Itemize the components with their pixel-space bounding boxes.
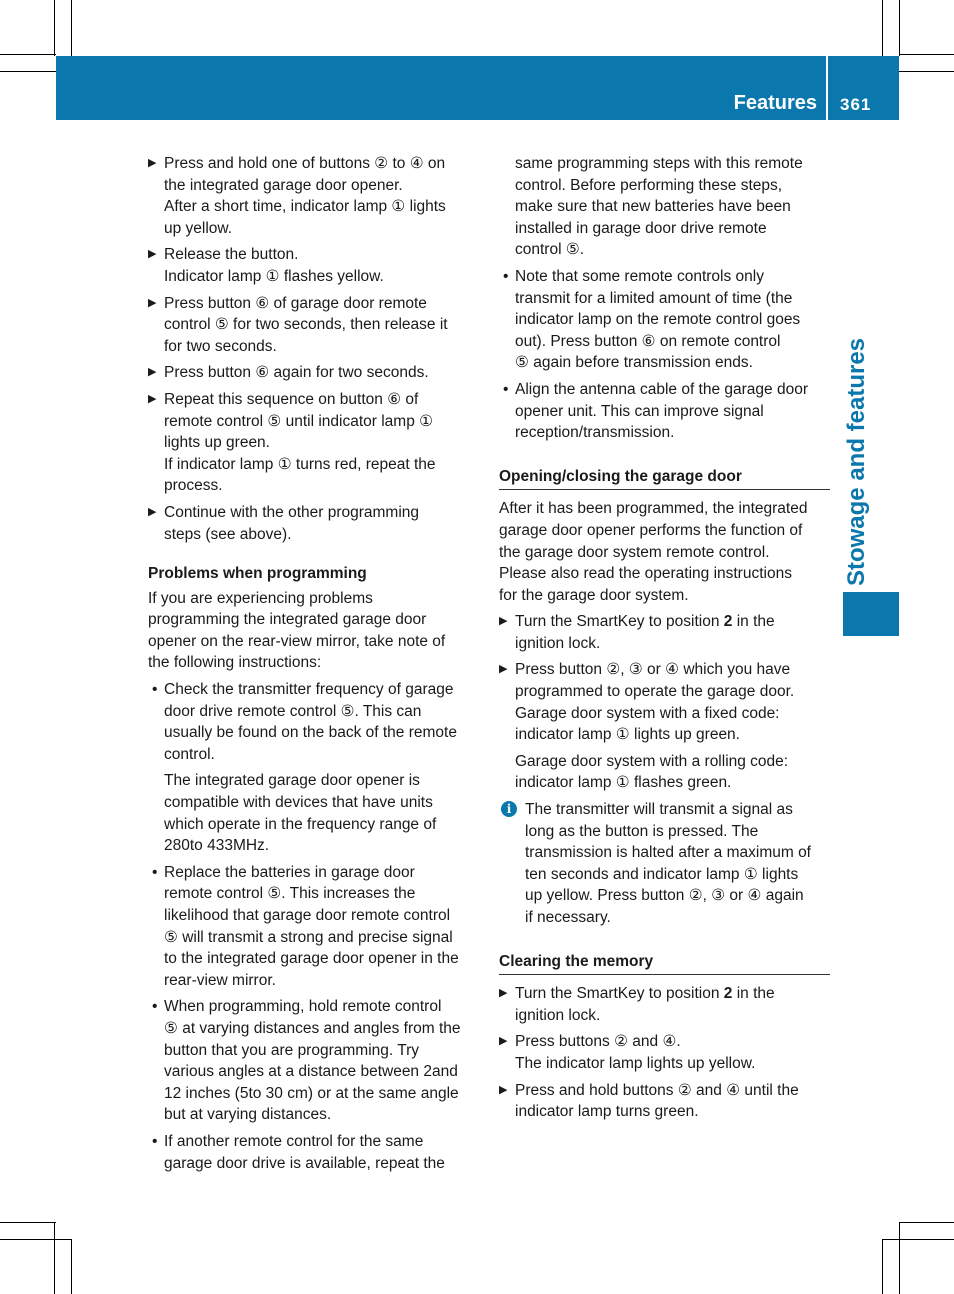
tip-item [148, 679, 481, 765]
text-line: control. [164, 745, 215, 763]
step-item [148, 362, 481, 384]
crop-mark [71, 1239, 72, 1294]
crop-mark [899, 54, 954, 55]
text-line: opener unit. This can improve signal [515, 402, 764, 420]
text-line: lights up green. [164, 434, 270, 452]
text-line: Repeat this sequence on button ⑥ of [164, 390, 419, 408]
section-title: Features [733, 92, 817, 114]
text-line: Replace the batteries in garage door [164, 863, 415, 881]
text-line: for two seconds. [164, 337, 277, 355]
text-line: programming the integrated garage door [148, 611, 427, 629]
opening-step-continuation [499, 751, 830, 794]
text-line: Continue with the other programming [164, 503, 420, 521]
text-line: but at varying distances. [164, 1106, 332, 1124]
text-line: process. [164, 477, 223, 495]
text-line: the integrated garage door opener. [164, 176, 403, 194]
text-line: indicator lamp ① lights up green. [515, 726, 740, 744]
text-line: reception/transmission. [515, 424, 675, 442]
crop-mark [882, 0, 883, 56]
clearing-step-list [499, 1031, 830, 1122]
crop-mark [0, 1222, 56, 1223]
text-line: if necessary. [525, 909, 611, 926]
text-line: Press and hold buttons ② and ④ until the [515, 1081, 799, 1099]
text-line: garage door drive is available, repeat the [164, 1154, 445, 1172]
text-line: Press buttons ② and ④. [515, 1033, 681, 1051]
side-tab-label: Stowage and features [843, 337, 870, 587]
text-line: Press button ⑥ of garage door remote [164, 294, 427, 312]
text-line: garage door opener performs the function of [499, 521, 803, 539]
text-line: Press button ⑥ again for two seconds. [164, 364, 429, 382]
problems-heading: Problems when programming [148, 565, 367, 583]
text-line: Note that some remote controls only [515, 267, 764, 285]
text-line: Garage door system with a fixed code: [515, 704, 780, 722]
crop-mark [899, 1222, 900, 1294]
text-line: up yellow. [164, 219, 233, 237]
bullet-icon: • [152, 681, 158, 699]
tip-item [148, 996, 481, 1126]
text-line: Release the button. [164, 246, 299, 264]
tip-list [499, 266, 830, 444]
text-line: Please also read the operating instructions [499, 565, 792, 583]
tip-list [148, 862, 481, 1174]
text-line: the garage door system remote control. [499, 543, 770, 561]
step-item [148, 153, 481, 239]
text-line: opener on the rear-view mirror, take note of [148, 632, 446, 650]
text-line: transmit for a limited amount of time (the [515, 289, 793, 307]
left-column [148, 153, 481, 1179]
text-line: long as the button is pressed. The [525, 822, 759, 840]
text-line: up yellow. Press button ②, ③ or ④ again [525, 887, 804, 905]
crop-mark [899, 71, 954, 72]
opening-step: ▶ Turn the SmartKey to position 2 in the ignition lock. [499, 613, 775, 652]
arrow-icon: ▶ [148, 505, 157, 518]
text-line: Check the transmitter frequency of garage [164, 681, 454, 699]
text-line: control. Before performing these steps, [515, 176, 783, 194]
right-column [499, 153, 830, 1128]
arrow-icon: ▶ [499, 1035, 508, 1048]
text-line: ⑤ at varying distances and angles from the [164, 1019, 461, 1037]
text-line: Garage door system with a rolling code: [515, 752, 789, 770]
arrow-icon: ▶ [499, 615, 508, 628]
text-line: control ⑤ for two seconds, then release it [164, 316, 448, 334]
text-line: indicator lamp turns green. [515, 1103, 699, 1121]
arrow-icon: ▶ [148, 296, 157, 309]
bullet-icon: • [152, 998, 158, 1016]
header-divider [826, 56, 828, 120]
tip-continuation [148, 770, 481, 856]
bullet-icon: • [152, 863, 158, 881]
text-line: ⑤ again before transmission ends. [515, 354, 753, 372]
tip-item [499, 266, 830, 374]
crop-mark [899, 1222, 954, 1223]
text-line: installed in garage door drive remote [515, 219, 767, 237]
crop-mark [0, 71, 56, 72]
bullet-icon: • [503, 267, 509, 285]
crop-mark [0, 54, 56, 55]
clearing-heading: Clearing the memory [499, 951, 830, 976]
clearing-step [499, 1031, 830, 1074]
crop-mark [899, 0, 900, 56]
info-icon: i [501, 801, 517, 817]
arrow-icon: ▶ [499, 987, 508, 1000]
text-line: make sure that new batteries have been [515, 198, 791, 216]
text-line: ten seconds and indicator lamp ① lights [525, 865, 799, 883]
text-line: 12 inches (5to 30 cm) or at the same angle [164, 1084, 459, 1102]
step-item [148, 389, 481, 497]
text-line: door drive remote control ⑤. This can [164, 702, 422, 720]
text-line: After it has been programmed, the integrated [499, 500, 808, 518]
text-line: remote control ⑤. This increases the [164, 885, 416, 903]
arrow-icon: ▶ [148, 366, 157, 379]
text-line: If another remote control for the same [164, 1132, 424, 1150]
step-item [148, 502, 481, 545]
text-line: The transmitter will transmit a signal as [525, 801, 793, 819]
text-line: the following instructions: [148, 654, 322, 672]
text-line: When programming, hold remote control [164, 998, 442, 1016]
arrow-icon: ▶ [148, 392, 157, 405]
text-line: Press and hold one of buttons ② to ④ on [164, 155, 446, 172]
crop-mark [0, 1239, 72, 1240]
text-line: Align the antenna cable of the garage door [515, 380, 809, 398]
arrow-icon: ▶ [148, 248, 157, 261]
crop-mark [882, 1239, 954, 1240]
text-line: If you are experiencing problems [148, 589, 373, 607]
arrow-icon: ▶ [499, 663, 508, 676]
bullet-icon: • [503, 380, 509, 398]
crop-mark [54, 1222, 55, 1294]
text-line: likelihood that garage door remote control [164, 907, 451, 924]
text-line: which operate in the frequency range of [164, 815, 437, 833]
text-line: Indicator lamp ① flashes yellow. [164, 267, 384, 285]
tip-item [148, 862, 481, 992]
page-number: 361 [840, 95, 872, 114]
arrow-icon: ▶ [148, 157, 157, 169]
arrow-icon: ▶ [499, 1083, 508, 1096]
step-item [148, 293, 481, 358]
text-line: out). Press button ⑥ on remote control [515, 332, 781, 350]
text-line: The integrated garage door opener is [164, 772, 420, 790]
clearing-step [499, 1080, 830, 1123]
opening-step [499, 659, 830, 745]
problems-intro [148, 588, 481, 674]
crop-mark [54, 0, 55, 56]
info-note [499, 799, 830, 929]
crop-mark [71, 0, 72, 56]
text-line: transmission is halted after a maximum of [525, 844, 811, 862]
text-line: 280to 433MHz. [164, 837, 270, 855]
opening-heading: Opening/closing the garage door [499, 466, 830, 491]
text-line: Press button ②, ③ or ④ which you have [515, 661, 791, 679]
clearing-step: ▶ Turn the SmartKey to position 2 in the ignition lock. [499, 985, 775, 1024]
text-line: usually be found on the back of the remote [164, 724, 457, 742]
step-list [148, 153, 481, 545]
text-line: control ⑤. [515, 241, 585, 259]
text-line: button that you are programming. Try [164, 1041, 420, 1059]
tip-item [499, 379, 830, 444]
text-line: If indicator lamp ① turns red, repeat the [164, 455, 436, 473]
text-line: The indicator lamp lights up yellow. [515, 1054, 756, 1072]
step-item [148, 244, 481, 287]
text-line: ⑤ will transmit a strong and precise signal [164, 928, 453, 946]
text-line: indicator lamp on the remote control goes [515, 311, 801, 329]
text-line: indicator lamp ① flashes green. [515, 774, 732, 792]
text-line: remote control ⑤ until indicator lamp ① [164, 412, 434, 430]
tip-continuation [499, 153, 830, 261]
text-line: rear-view mirror. [164, 971, 276, 989]
crop-mark [882, 1239, 883, 1294]
text-line: various angles at a distance between 2and [164, 1063, 458, 1081]
text-line: programmed to operate the garage door. [515, 683, 795, 701]
opening-intro [499, 498, 830, 606]
text-line: same programming steps with this remote [515, 155, 803, 172]
text-line: After a short time, indicator lamp ① lights [164, 198, 446, 216]
text-line: for the garage door system. [499, 586, 689, 604]
bullet-icon: • [152, 1132, 158, 1150]
text-line: steps (see above). [164, 525, 292, 543]
side-tab-marker [843, 592, 899, 636]
text-line: to the integrated garage door opener in the [164, 950, 459, 968]
text-line: compatible with devices that have units [164, 794, 433, 812]
tip-item [148, 1131, 481, 1174]
